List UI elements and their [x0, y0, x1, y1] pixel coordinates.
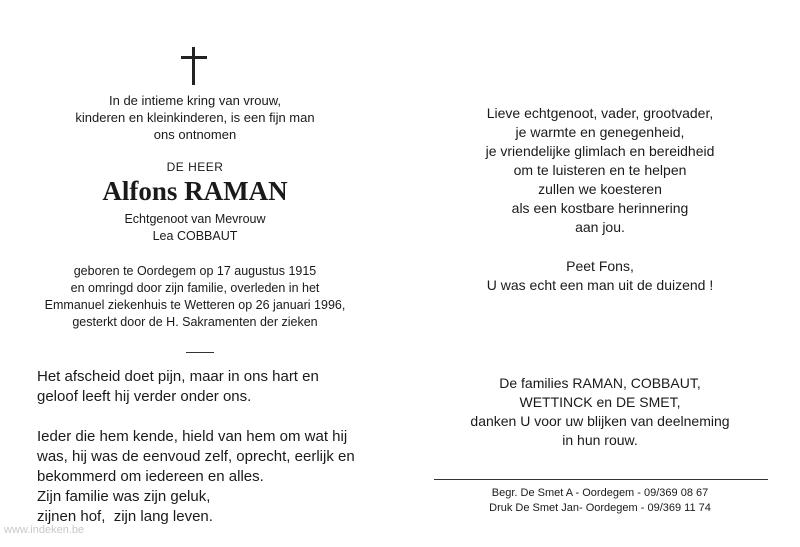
divider: [186, 352, 214, 353]
spouse-line: Echtgenoot van Mevrouw: [124, 212, 266, 226]
farewell-line: Ieder die hem kende, hield van hem om wat hij: [37, 428, 348, 445]
intro-line: ons ontnomen: [153, 127, 237, 142]
watermark: www.indeken.be: [4, 524, 85, 536]
thanks-line: De families RAMAN, COBBAUT,: [499, 375, 701, 391]
honorific-title: DE HEER: [166, 160, 224, 174]
cross-icon: [181, 47, 207, 85]
poem-line: als een kostbare herinnering: [511, 200, 689, 216]
thanks-line: danken U voor uw blijken van deelneming: [470, 413, 730, 429]
poem-line: Lieve echtgenoot, vader, grootvader,: [486, 105, 714, 121]
intro-line: kinderen en kleinkinderen, is een fijn man: [75, 110, 315, 125]
poem-line: je warmte en genegenheid,: [515, 124, 685, 140]
bio-line: geboren te Oordegem op 17 augustus 1915: [73, 264, 317, 278]
spouse-line: Lea COBBAUT: [152, 229, 238, 243]
bio-line: gesterkt door de H. Sakramenten der zieken: [72, 315, 318, 329]
bio-line: en omringd door zijn familie, overleden in het: [70, 281, 320, 295]
farewell-line: Zijn familie was zijn geluk,: [37, 488, 211, 505]
poem: [440, 104, 760, 295]
closing-line: U was echt een man uit de duizend !: [486, 277, 714, 293]
farewell-line: geloof leeft hij verder onder ons.: [37, 388, 252, 405]
farewell-line: zijnen hof, zijn lang leven.: [37, 508, 213, 525]
thanks-line: WETTINCK en DE SMET,: [519, 394, 681, 410]
poem-line: aan jou.: [575, 219, 625, 235]
deceased-name: Alfons RAMAN: [102, 176, 288, 206]
biography: [40, 263, 350, 331]
thanks-line: in hun rouw.: [562, 432, 638, 448]
poem-line: om te luisteren en te helpen: [513, 162, 687, 178]
farewell-line: was, hij was de eenvoud zelf, oprecht, eerlijk en: [37, 448, 355, 465]
bio-line: Emmanuel ziekenhuis te Wetteren op 26 januari 1996,: [44, 298, 346, 312]
printer-line: Druk De Smet Jan- Oordegem - 09/369 11 74: [489, 502, 711, 514]
farewell-text: [37, 367, 360, 547]
printer-line: Begr. De Smet A - Oordegem - 09/369 08 67: [491, 487, 709, 499]
printer-info: [430, 486, 770, 516]
footer-divider: [434, 479, 768, 480]
thanks-text: [420, 374, 780, 450]
intro-line: In de intieme kring van vrouw,: [109, 93, 281, 108]
farewell-line: bekommerd om iedereen en alles.: [37, 468, 264, 485]
spouse-info: [64, 211, 326, 245]
farewell-line: Het afscheid doet pijn, maar in ons hart en: [37, 368, 319, 385]
intro-text: [64, 92, 326, 143]
poem-line: je vriendelijke glimlach en bereidheid: [485, 143, 715, 159]
poem-line: zullen we koesteren: [538, 181, 662, 197]
closing-line: Peet Fons,: [566, 258, 634, 274]
